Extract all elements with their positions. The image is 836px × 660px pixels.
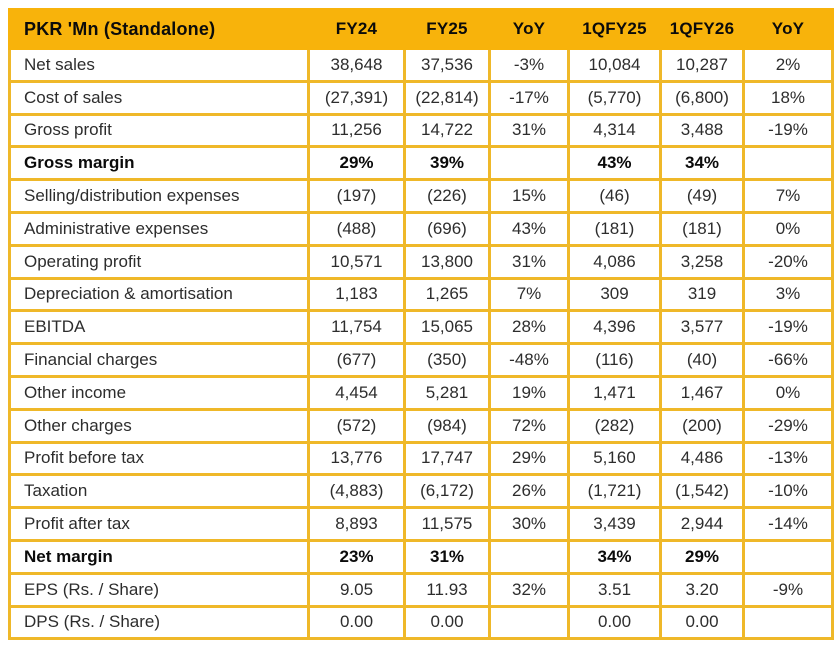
table-row [10, 475, 833, 508]
row-label: EPS (Rs. / Share) [10, 573, 309, 606]
cell-fy25: 15,065 [405, 311, 490, 344]
cell-1qfy25: 3,439 [569, 508, 661, 541]
cell-1qfy25: (116) [569, 344, 661, 377]
cell-yoy-quarterly [744, 540, 833, 573]
table-row [10, 540, 833, 573]
column-header-title: PKR 'Mn (Standalone) [10, 10, 309, 49]
cell-yoy-annual [490, 147, 569, 180]
row-label: Operating profit [10, 245, 309, 278]
cell-yoy-annual: -17% [490, 81, 569, 114]
cell-fy24: 11,256 [309, 114, 405, 147]
table-row [10, 376, 833, 409]
cell-fy24: (197) [309, 180, 405, 213]
row-label: Administrative expenses [10, 212, 309, 245]
cell-yoy-annual: -3% [490, 49, 569, 82]
cell-1qfy25: 5,160 [569, 442, 661, 475]
cell-yoy-quarterly: -29% [744, 409, 833, 442]
cell-yoy-annual: 72% [490, 409, 569, 442]
cell-yoy-quarterly: -14% [744, 508, 833, 541]
cell-1qfy26: 0.00 [661, 606, 744, 639]
cell-1qfy25: 309 [569, 278, 661, 311]
cell-fy24: 10,571 [309, 245, 405, 278]
column-header-fy24: FY24 [309, 10, 405, 49]
cell-yoy-quarterly: 7% [744, 180, 833, 213]
cell-yoy-annual: 32% [490, 573, 569, 606]
column-header-fy25: FY25 [405, 10, 490, 49]
table-row [10, 409, 833, 442]
cell-fy24: (27,391) [309, 81, 405, 114]
cell-fy24: 38,648 [309, 49, 405, 82]
row-label: Profit before tax [10, 442, 309, 475]
cell-1qfy26: 319 [661, 278, 744, 311]
cell-yoy-annual: 15% [490, 180, 569, 213]
cell-yoy-quarterly: 0% [744, 212, 833, 245]
cell-fy24: (677) [309, 344, 405, 377]
table-row [10, 311, 833, 344]
cell-yoy-annual: 31% [490, 245, 569, 278]
row-label: Depreciation & amortisation [10, 278, 309, 311]
cell-1qfy26: (1,542) [661, 475, 744, 508]
cell-yoy-annual [490, 540, 569, 573]
cell-yoy-annual: 28% [490, 311, 569, 344]
cell-fy24: 29% [309, 147, 405, 180]
table-row [10, 212, 833, 245]
cell-fy25: (350) [405, 344, 490, 377]
cell-1qfy26: 10,287 [661, 49, 744, 82]
row-label: EBITDA [10, 311, 309, 344]
table-row [10, 573, 833, 606]
cell-1qfy25: 10,084 [569, 49, 661, 82]
cell-1qfy26: 3.20 [661, 573, 744, 606]
cell-1qfy26: (181) [661, 212, 744, 245]
row-label: Net sales [10, 49, 309, 82]
cell-1qfy25: 4,396 [569, 311, 661, 344]
row-label: Financial charges [10, 344, 309, 377]
row-label: Other income [10, 376, 309, 409]
table-row [10, 147, 833, 180]
cell-1qfy25: 0.00 [569, 606, 661, 639]
table-row [10, 344, 833, 377]
cell-yoy-annual: 29% [490, 442, 569, 475]
cell-1qfy26: 34% [661, 147, 744, 180]
header-row [10, 10, 833, 49]
table-row [10, 114, 833, 147]
cell-1qfy26: 4,486 [661, 442, 744, 475]
cell-1qfy25: 43% [569, 147, 661, 180]
cell-fy25: 11,575 [405, 508, 490, 541]
cell-fy24: (488) [309, 212, 405, 245]
cell-fy25: 31% [405, 540, 490, 573]
cell-fy25: 5,281 [405, 376, 490, 409]
table-row [10, 49, 833, 82]
cell-fy25: 17,747 [405, 442, 490, 475]
column-header-yoy-quarterly: YoY [744, 10, 833, 49]
cell-1qfy26: (6,800) [661, 81, 744, 114]
cell-yoy-quarterly [744, 606, 833, 639]
row-label: Gross profit [10, 114, 309, 147]
cell-yoy-annual: 43% [490, 212, 569, 245]
cell-fy24: 9.05 [309, 573, 405, 606]
cell-fy24: 13,776 [309, 442, 405, 475]
cell-fy24: 8,893 [309, 508, 405, 541]
row-label: Selling/distribution expenses [10, 180, 309, 213]
cell-1qfy25: (46) [569, 180, 661, 213]
cell-yoy-annual: -48% [490, 344, 569, 377]
cell-yoy-quarterly: -13% [744, 442, 833, 475]
cell-fy25: (696) [405, 212, 490, 245]
cell-yoy-annual [490, 606, 569, 639]
table-body [10, 49, 833, 639]
table-row [10, 442, 833, 475]
cell-1qfy26: 3,488 [661, 114, 744, 147]
column-header-1qfy26: 1QFY26 [661, 10, 744, 49]
cell-1qfy25: 3.51 [569, 573, 661, 606]
cell-fy24: 11,754 [309, 311, 405, 344]
cell-1qfy25: (1,721) [569, 475, 661, 508]
cell-fy25: (22,814) [405, 81, 490, 114]
row-label: Other charges [10, 409, 309, 442]
table-row [10, 278, 833, 311]
financials-table [8, 8, 834, 640]
table-header [10, 10, 833, 49]
cell-yoy-quarterly: 3% [744, 278, 833, 311]
cell-1qfy26: 2,944 [661, 508, 744, 541]
cell-1qfy26: 3,577 [661, 311, 744, 344]
row-label: Net margin [10, 540, 309, 573]
cell-yoy-quarterly: -20% [744, 245, 833, 278]
cell-1qfy26: (49) [661, 180, 744, 213]
cell-1qfy25: (5,770) [569, 81, 661, 114]
cell-1qfy25: (181) [569, 212, 661, 245]
cell-1qfy26: 1,467 [661, 376, 744, 409]
table-row [10, 81, 833, 114]
cell-yoy-annual: 7% [490, 278, 569, 311]
table-row [10, 508, 833, 541]
cell-1qfy26: (200) [661, 409, 744, 442]
cell-yoy-quarterly: 2% [744, 49, 833, 82]
cell-fy25: 37,536 [405, 49, 490, 82]
cell-fy24: 4,454 [309, 376, 405, 409]
cell-yoy-annual: 31% [490, 114, 569, 147]
cell-1qfy25: 4,314 [569, 114, 661, 147]
cell-yoy-annual: 30% [490, 508, 569, 541]
cell-fy24: 0.00 [309, 606, 405, 639]
cell-fy25: 0.00 [405, 606, 490, 639]
row-label: Gross margin [10, 147, 309, 180]
cell-1qfy26: 3,258 [661, 245, 744, 278]
cell-fy25: 14,722 [405, 114, 490, 147]
cell-1qfy26: (40) [661, 344, 744, 377]
row-label: Taxation [10, 475, 309, 508]
cell-fy25: 1,265 [405, 278, 490, 311]
cell-1qfy25: 1,471 [569, 376, 661, 409]
table-row [10, 606, 833, 639]
cell-yoy-quarterly [744, 147, 833, 180]
cell-fy25: 13,800 [405, 245, 490, 278]
table-row [10, 245, 833, 278]
cell-fy24: 1,183 [309, 278, 405, 311]
column-header-1qfy25: 1QFY25 [569, 10, 661, 49]
cell-yoy-quarterly: -66% [744, 344, 833, 377]
column-header-yoy-annual: YoY [490, 10, 569, 49]
cell-fy25: 39% [405, 147, 490, 180]
cell-yoy-quarterly: 0% [744, 376, 833, 409]
cell-yoy-annual: 26% [490, 475, 569, 508]
cell-1qfy25: 4,086 [569, 245, 661, 278]
cell-yoy-annual: 19% [490, 376, 569, 409]
cell-yoy-quarterly: -9% [744, 573, 833, 606]
cell-yoy-quarterly: -19% [744, 311, 833, 344]
cell-fy25: 11.93 [405, 573, 490, 606]
cell-fy25: (984) [405, 409, 490, 442]
cell-yoy-quarterly: 18% [744, 81, 833, 114]
table-row [10, 180, 833, 213]
row-label: Profit after tax [10, 508, 309, 541]
cell-fy24: 23% [309, 540, 405, 573]
row-label: DPS (Rs. / Share) [10, 606, 309, 639]
cell-1qfy26: 29% [661, 540, 744, 573]
row-label: Cost of sales [10, 81, 309, 114]
cell-fy24: (572) [309, 409, 405, 442]
cell-fy25: (226) [405, 180, 490, 213]
cell-yoy-quarterly: -10% [744, 475, 833, 508]
cell-fy24: (4,883) [309, 475, 405, 508]
cell-fy25: (6,172) [405, 475, 490, 508]
cell-1qfy25: 34% [569, 540, 661, 573]
cell-1qfy25: (282) [569, 409, 661, 442]
cell-yoy-quarterly: -19% [744, 114, 833, 147]
